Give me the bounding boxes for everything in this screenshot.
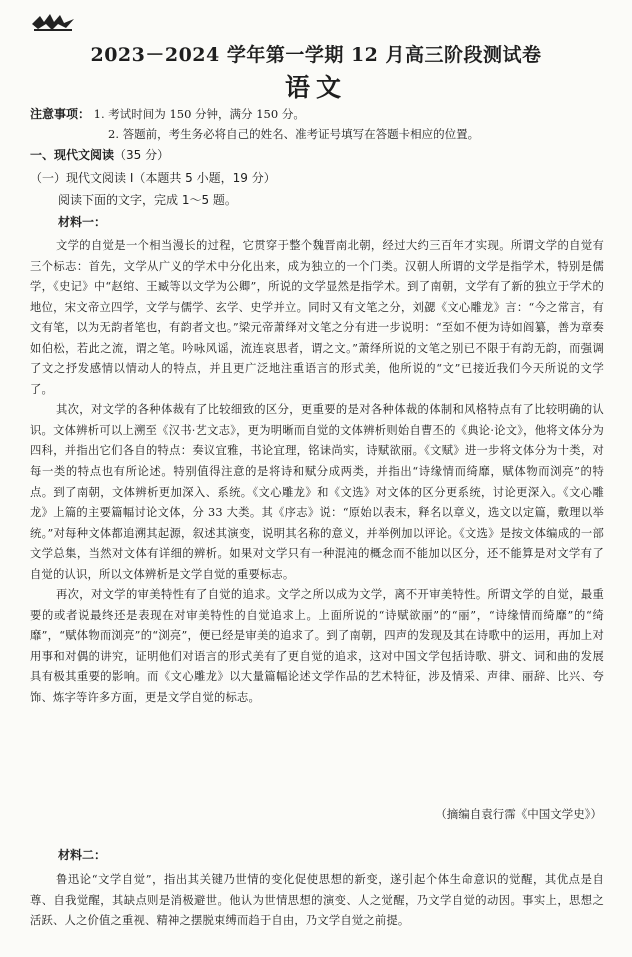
material2-body (30, 870, 604, 932)
exam-notes (30, 104, 610, 144)
reading-instruction: 阅读下面的文字，完成 1～5 题。 (58, 193, 237, 207)
publisher-logo (30, 10, 76, 34)
subsection-heading: （一）现代文阅读 Ⅰ（本题共 5 小题，19 分） (30, 171, 276, 185)
material1-source: （摘编自袁行霈《中国文学史》） (435, 807, 602, 821)
notes-label: 注意事项： (30, 107, 91, 121)
section-score: （35 分） (114, 148, 170, 162)
note-item-1: 1. 考试时间为 150 分钟，满分 150 分。 (93, 107, 305, 121)
note-item-2: 2. 答题前，考生务必将自己的姓名、准考证号填写在答题卡相应的位置。 (108, 127, 480, 141)
material1-para2: 其次，对文学的各种体裁有了比较细致的区分，更重要的是对各种体裁的体制和风格特点有了比较明确的认识。文体辨析可以上溯至《汉书·艺文志》，更为明晰而自觉的文体辨析则始自曹丕的《典论·论文》，他将文体分为四科，并指出它们各自的特点：奏议宜雅，书论宜理，铭诔尚实，诗赋欲丽。《文赋》进一步将文体分为十类，对每一类的特点也有所论述。特别值得注意的是将诗和赋分成两类，并指出“诗缘情而绮靡，赋体物而浏亮”的特点。到了南朝，文体辨析更加深入、系统。《文心雕龙》和《文选》对文体的区分更系统，讨论更深入。《文心雕龙》上篇的主要篇幅讨论文体，分 33 大类。其《序志》说：“原始以表末，释名以章义，选文以定篇，敷理以举统。”对每种文体都追溯其起源，叙述其演变，说明其名称的意义，并举例加以评论。《文选》是按文体编成的一部文学总集，当然对文体有详细的辨析。如果对文学只有一种混沌的概念而不能加以区分，还不能算是对文学有了自觉的认识，所以文体辨析是文学自觉的重要标志。 (30, 403, 604, 581)
subject-title: 语文 (284, 73, 347, 102)
section-title: 一、现代文阅读 (30, 148, 115, 162)
material1-label: 材料一： (58, 215, 107, 229)
material1-para3: 再次，对文学的审美特性有了自觉的追求。文学之所以成为文学，离不开审美特性。所谓文学的自觉，最重要的或者说最终还是表现在对审美特性的自觉追求上。上面所说的“诗赋欲丽”的“丽”，“诗缘情而绮靡”的“绮靡”，“赋体物而浏亮”的“浏亮”，便已经是审美的追求了。到了南朝，四声的发现及其在诗歌中的运用，再加上对用事和对偶的讲究，证明他们对语言的形式美有了更自觉的追求，这对中国文学包括诗歌、骈文、词和曲的发展具有极其重要的影响。而《文心雕龙》以大量篇幅论述文学作品的艺术特征，涉及情采、声律、丽辞、比兴、夸饰、炼字等许多方面，更是文学自觉的标志。 (30, 588, 604, 705)
material1-para1: 文学的自觉是一个相当漫长的过程，它贯穿于整个魏晋南北朝，经过大约三百年才实现。所谓文学的自觉有三个标志：首先，文学从广义的学术中分化出来，成为独立的一个门类。汉朝人所谓的文学是指学术，特别是儒学，《史记》中“赵绾、王臧等以文学为公卿”，所说的文学显然是指学术。到了南朝，文学有了新的独立于学术的地位，宋文帝立四学，文学与儒学、玄学、史学并立。同时又有文笔之分，刘勰《文心雕龙》言：“今之常言，有文有笔，以为无韵者笔也，有韵者文也。”梁元帝萧绎对文笔之分有进一步说明：“至如不便为诗如阎纂，善为章奏如伯松，若此之流，谓之笔。吟咏风谣，流连哀思者，谓之文。”萧绎所说的文笔之别已不限于有韵无韵，而强调了文之抒发感情以情动人的特点，并且更广泛地注重语言的形式美，他所说的“文”已接近我们今天所说的文学了。 (30, 239, 604, 396)
exam-title: 2023－2024 学年第一学期 12 月高三阶段测试卷 (90, 44, 542, 66)
material2-label: 材料二： (58, 848, 107, 862)
material1-body (30, 236, 604, 709)
material2-para1: 鲁迅论“文学自觉”，指出其关键乃世情的变化促使思想的新变，遂引起个体生命意识的觉醒，其优点是自尊、自我觉醒，其缺点则是消极避世。他认为世情思想的演变、人之觉醒，乃文学自觉的动因。事实上，思想之活跃、人之价值之重视、精神之摆脱束缚而趋于自由，乃文学自觉之前提。 (30, 873, 604, 927)
section-heading (30, 145, 169, 165)
